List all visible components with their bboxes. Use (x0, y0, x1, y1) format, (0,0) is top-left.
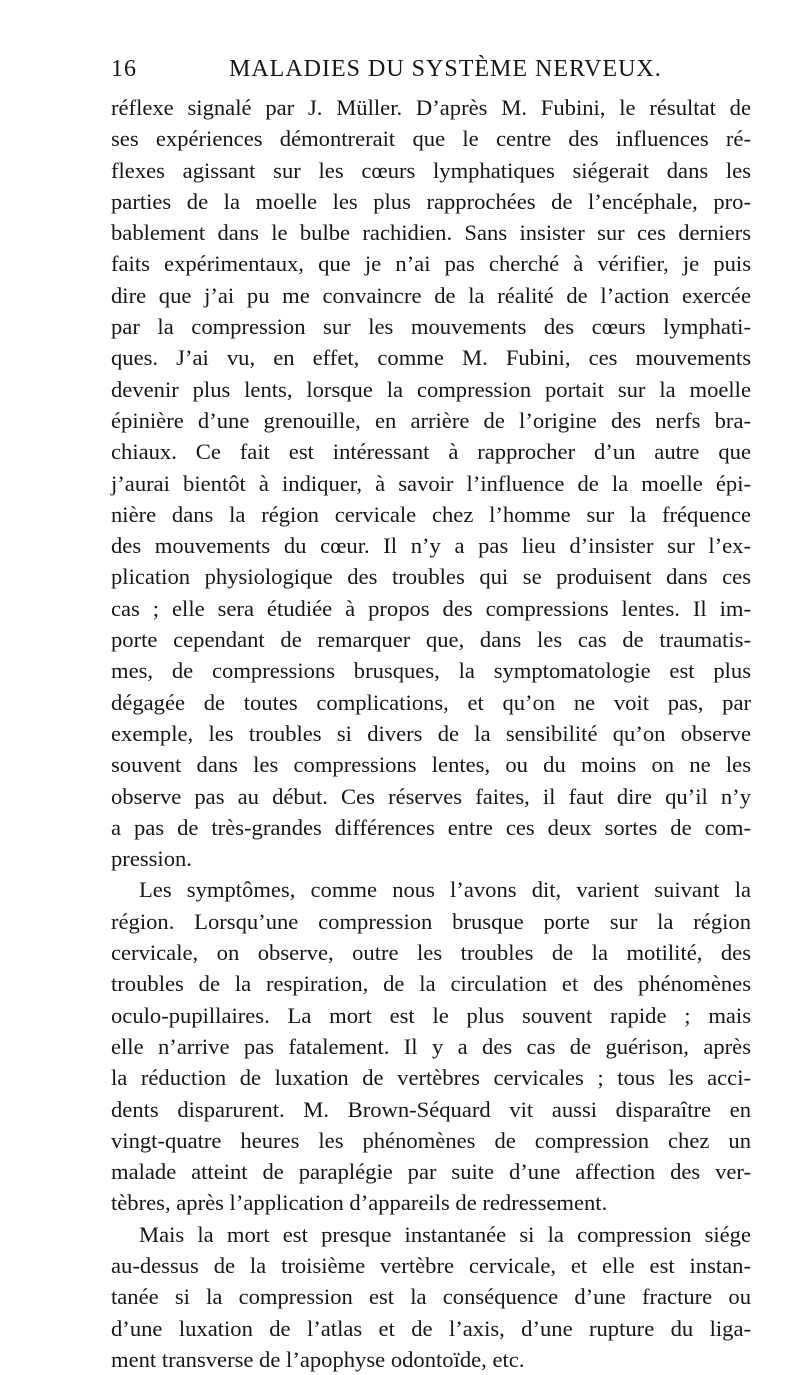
text-line: ques. J’ai vu, en effet, comme M. Fubini, ces mouvements (111, 345, 751, 371)
text-line: la réduction de luxation de vertèbres cervicales ; tous les acci- (111, 1065, 751, 1091)
page-number: 16 (111, 56, 137, 82)
text-line: au-dessus de la troisième vertèbre cervicale, et elle est instan- (111, 1252, 751, 1278)
text-line: elle n’arrive pas fatalement. Il y a des cas de guérison, après (111, 1033, 751, 1059)
text-line: porte cependant de remarquer que, dans les cas de traumatis- (111, 627, 751, 653)
book-page (111, 52, 751, 1375)
text-line: ses expériences démontrerait que le centre des influences ré- (111, 126, 751, 152)
text-line: devenir plus lents, lorsque la compression portait sur la moelle (111, 376, 751, 402)
text-line: par la compression sur les mouvements des cœurs lymphati- (111, 314, 751, 340)
text-line: pression. (111, 846, 192, 872)
text-line: troubles de la respiration, de la circulation et des phénomènes (111, 971, 751, 997)
text-line: souvent dans les compressions lentes, ou du moins on ne les (111, 752, 751, 778)
text-line: a pas de très-grandes différences entre ces deux sortes de com- (111, 814, 751, 840)
text-line: exemple, les troubles si divers de la sensibilité qu’on observe (111, 720, 751, 746)
text-line: oculo-pupillaires. La mort est le plus souvent rapide ; mais (111, 1002, 751, 1028)
text-line: d’une luxation de l’atlas et de l’axis, d’une rupture du liga- (111, 1315, 751, 1341)
text-line: vingt-quatre heures les phénomènes de compression chez un (111, 1127, 751, 1153)
text-line: chiaux. Ce fait est intéressant à rapprocher d’un autre que (111, 439, 751, 465)
text-line: bablement dans le bulbe rachidien. Sans insister sur ces derniers (111, 220, 751, 246)
text-line: malade atteint de paraplégie par suite d’une affection des ver- (111, 1159, 751, 1185)
text-line: des mouvements du cœur. Il n’y a pas lieu d’insister sur l’ex- (111, 533, 751, 559)
text-line: flexes agissant sur les cœurs lymphatiques siégerait dans les (111, 157, 751, 183)
body-text (111, 92, 751, 1375)
text-line: tanée si la compression est la conséquence d’une fracture ou (111, 1284, 751, 1310)
text-line: cas ; elle sera étudiée à propos des compressions lentes. Il im- (111, 595, 751, 621)
text-line: cervicale, on observe, outre les troubles de la motilité, des (111, 940, 751, 966)
text-line: ment transverse de l’apophyse odontoïde, etc. (111, 1346, 525, 1372)
text-line: Mais la mort est presque instantanée si la compression siége (139, 1221, 751, 1247)
text-line: épinière d’une grenouille, en arrière de l’origine des nerfs bra- (111, 407, 751, 433)
text-line: dents disparurent. M. Brown-Séquard vit aussi disparaître en (111, 1096, 751, 1122)
text-line: j’aurai bientôt à indiquer, à savoir l’influence de la moelle épi- (111, 470, 751, 496)
text-line: dégagée de toutes complications, et qu’on ne voit pas, par (111, 689, 751, 715)
text-line: parties de la moelle les plus rapprochées de l’encéphale, pro- (111, 188, 751, 214)
paragraph (111, 92, 751, 874)
text-line: réflexe signalé par J. Müller. D’après M. Fubini, le résultat de (111, 95, 751, 120)
text-line: observe pas au début. Ces réserves faites, il faut dire qu’il n’y (111, 783, 751, 809)
running-title: MALADIES DU SYSTÈME NERVEUX. (229, 56, 662, 82)
paragraph (111, 874, 751, 1218)
page-header (111, 52, 751, 86)
text-line: mes, de compressions brusques, la symptomatologie est plus (111, 658, 751, 684)
text-line: nière dans la région cervicale chez l’homme sur la fréquence (111, 501, 751, 527)
text-line: dire que j’ai pu me convaincre de la réalité de l’action exercée (111, 282, 751, 308)
text-line: Les symptômes, comme nous l’avons dit, varient suivant la (139, 877, 751, 903)
text-line: région. Lorsqu’une compression brusque porte sur la région (111, 908, 751, 934)
text-line: plication physiologique des troubles qui se produisent dans ces (111, 564, 751, 590)
paragraph (111, 1219, 751, 1375)
text-line: tèbres, après l’application d’appareils de redressement. (111, 1190, 608, 1216)
text-line: faits expérimentaux, que je n’ai pas cherché à vérifier, je puis (111, 251, 751, 277)
